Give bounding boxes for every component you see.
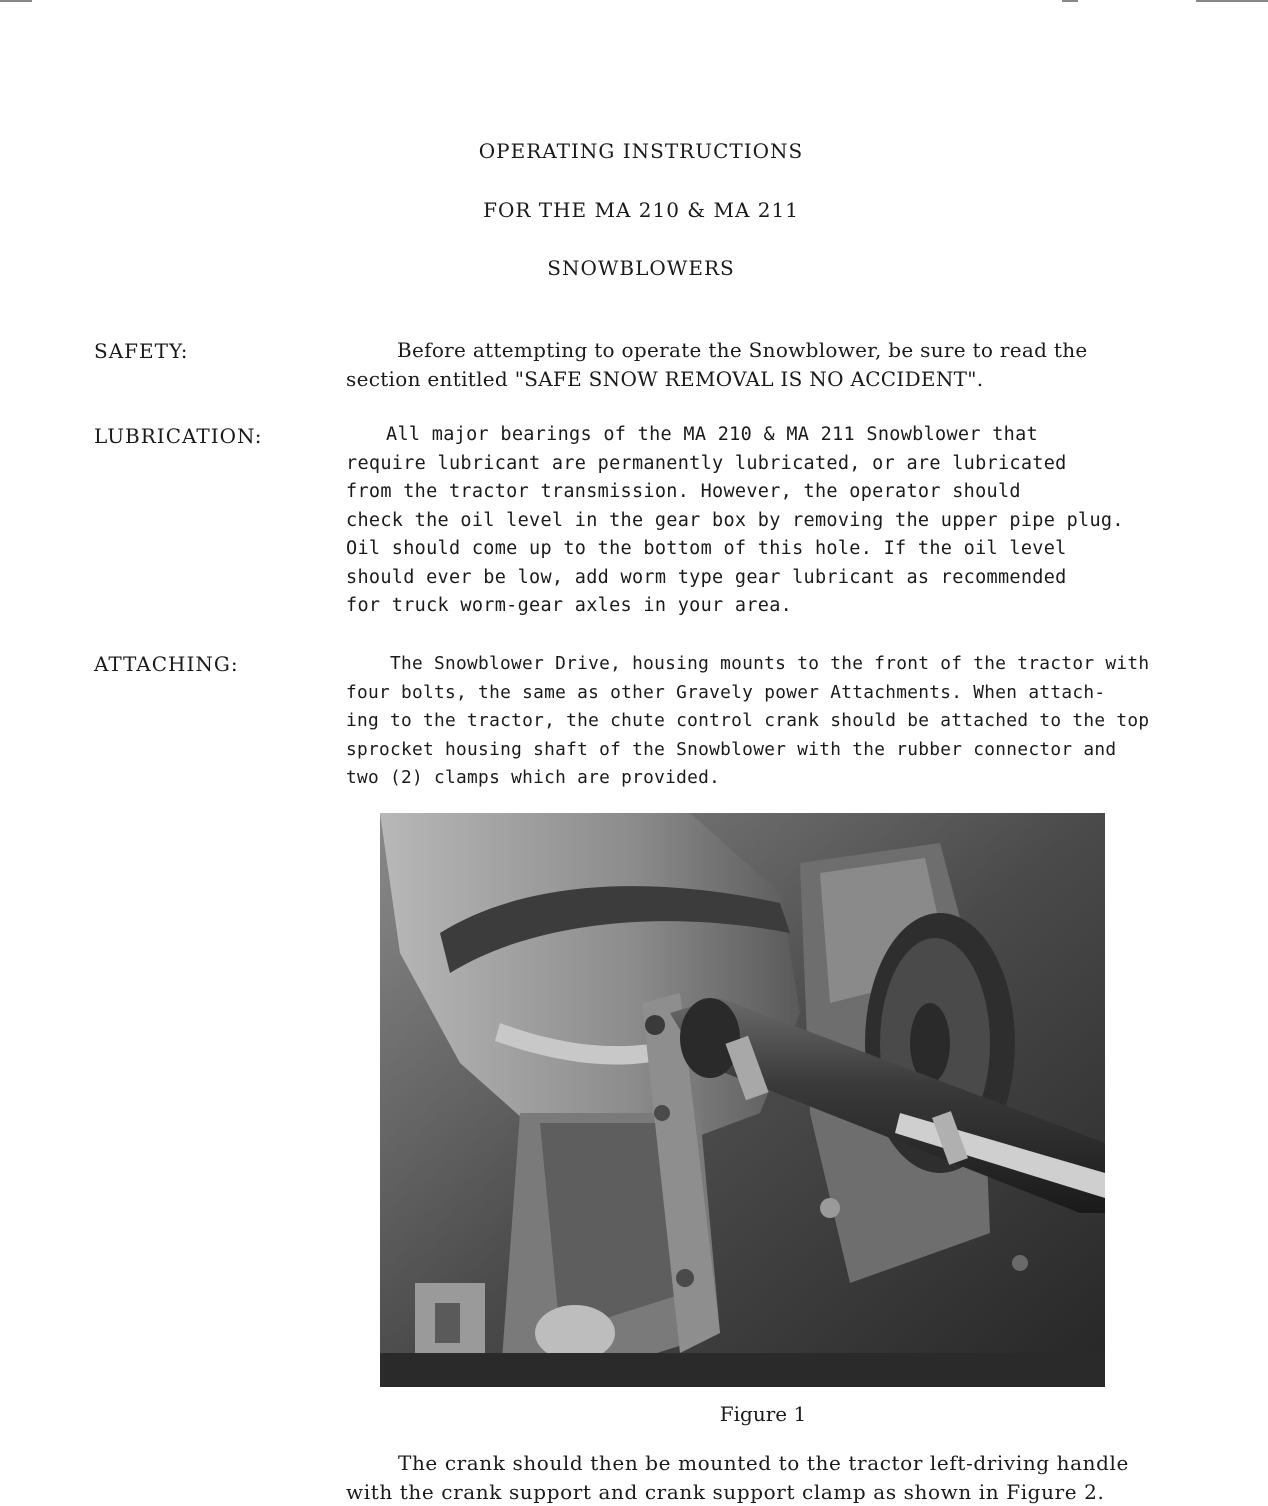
text-line: The Snowblower Drive, housing mounts to the front of the tractor with	[346, 650, 1149, 679]
text-line: four bolts, the same as other Gravely power Attachments. When attach-	[346, 679, 1149, 708]
document-title-line-3: SNOWBLOWERS	[0, 256, 1268, 280]
text-line: for truck worm-gear axles in your area.	[346, 592, 1124, 621]
text-line: The crank should then be mounted to the tractor left-driving handle	[346, 1449, 1129, 1478]
scan-mark	[1196, 0, 1268, 2]
text-line: require lubricant are permanently lubricated, or are lubricated	[346, 450, 1124, 479]
text-line: Before attempting to operate the Snowblower, be sure to read the	[346, 336, 1088, 365]
closing-text	[346, 1449, 1129, 1506]
text-line: should ever be low, add worm type gear lubricant as recommended	[346, 564, 1124, 593]
text-line: check the oil level in the gear box by removing the upper pipe plug.	[346, 507, 1124, 536]
text-line: ing to the tractor, the chute control crank should be attached to the top	[346, 707, 1149, 736]
text-line: Oil should come up to the bottom of this hole. If the oil level	[346, 535, 1124, 564]
section-text-safety	[346, 336, 1088, 393]
section-label-lubrication: LUBRICATION:	[94, 424, 263, 448]
text-line: sprocket housing shaft of the Snowblower with the rubber connector and	[346, 736, 1149, 765]
text-line: from the tractor transmission. However, the operator should	[346, 478, 1124, 507]
section-text-lubrication	[346, 421, 1124, 621]
text-line: All major bearings of the MA 210 & MA 211 Snowblower that	[346, 421, 1124, 450]
text-line: two (2) clamps which are provided.	[346, 764, 1149, 793]
text-line: with the crank support and crank support clamp as shown in Figure 2.	[346, 1478, 1129, 1506]
document-title-line-2: FOR THE MA 210 & MA 211	[0, 198, 1268, 222]
figure-1-photo	[380, 813, 1105, 1387]
text-line: section entitled "SAFE SNOW REMOVAL IS NO ACCIDENT".	[346, 365, 1088, 394]
scan-mark	[1062, 0, 1078, 2]
figure-1-caption: Figure 1	[0, 1402, 1268, 1426]
section-text-attaching	[346, 650, 1149, 793]
scan-mark	[0, 0, 32, 2]
snowblower-crank-photo	[380, 813, 1105, 1387]
document-title-line-1: OPERATING INSTRUCTIONS	[0, 139, 1268, 163]
section-label-attaching: ATTACHING:	[94, 652, 239, 676]
section-label-safety: SAFETY:	[94, 339, 188, 363]
